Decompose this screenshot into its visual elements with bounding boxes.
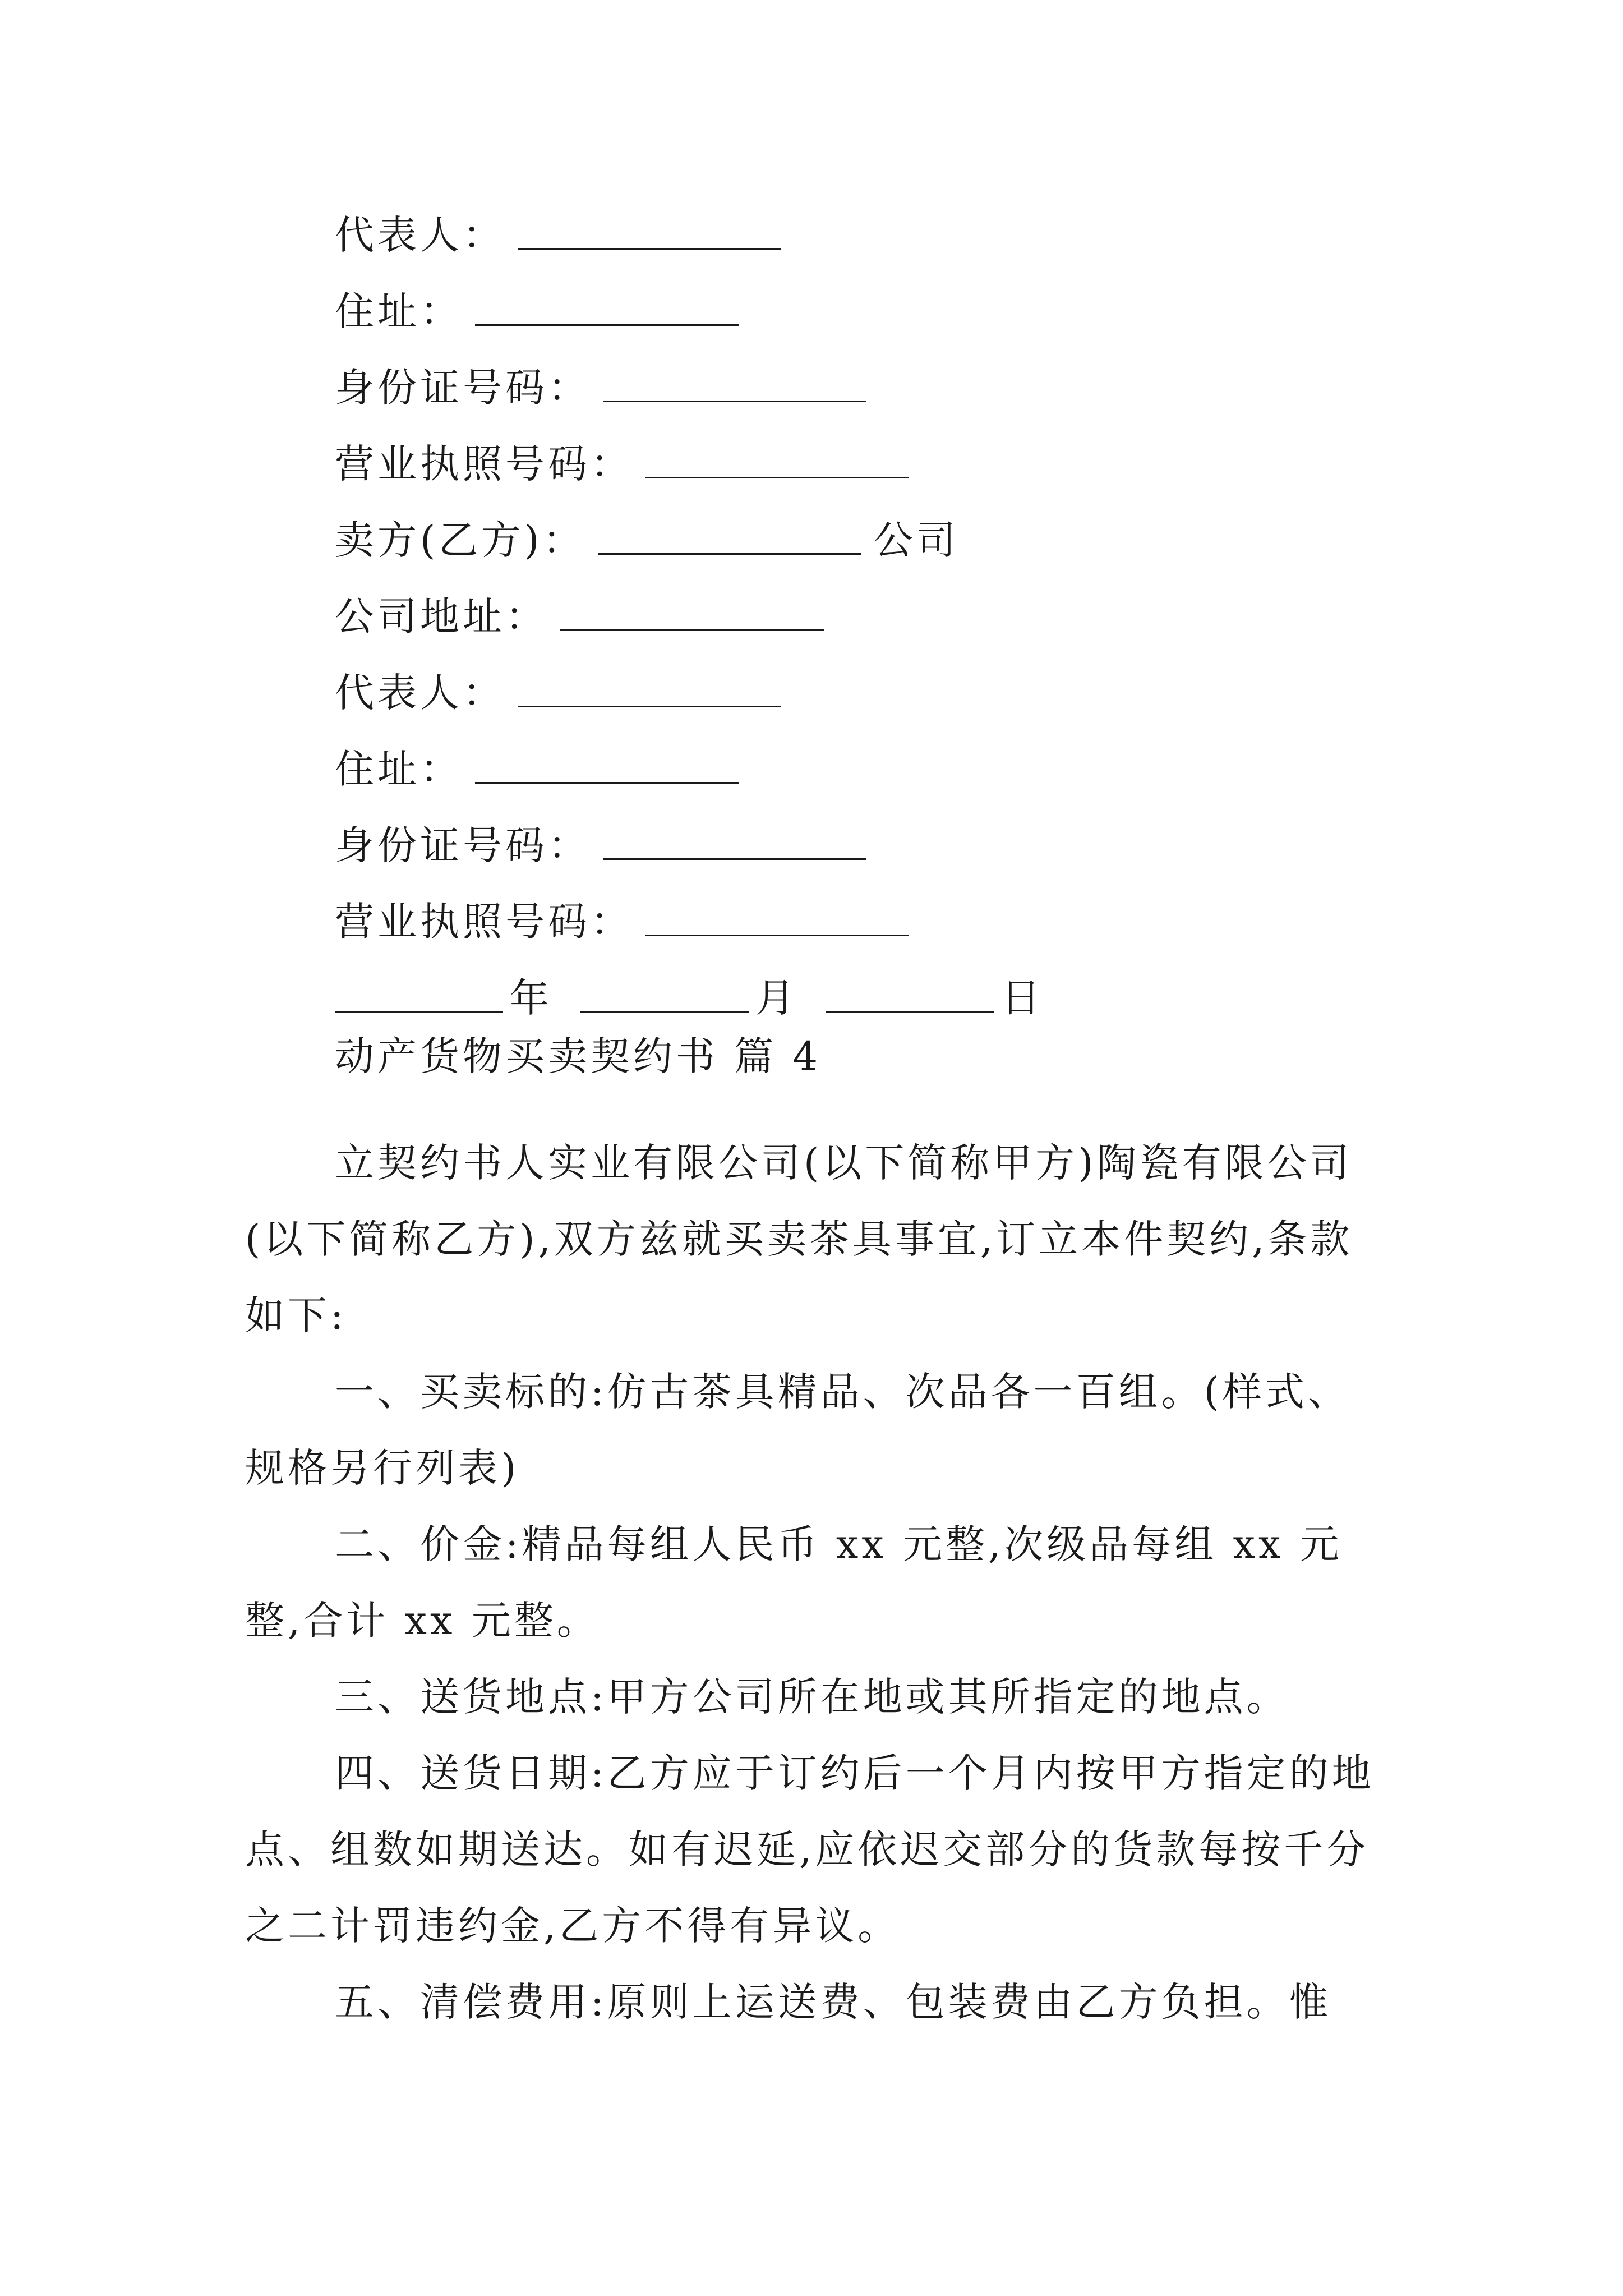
fill-in-blank: [603, 367, 866, 402]
intro-paragraph: 立契约书人实业有限公司(以下简称甲方)陶瓷有限公司(以下简称乙方),双方兹就买卖茶具事宜,订立本件契约,条款如下:: [245, 1140, 1353, 1338]
fill-in-blank: [518, 214, 781, 250]
year-label: 年: [510, 974, 552, 1021]
field-label: 住址：: [335, 288, 463, 334]
field-label: 身份证号码：: [335, 822, 591, 868]
fill-in-blank: [560, 596, 824, 631]
date-line: [335, 956, 1400, 1033]
seller-address-field: [335, 728, 1400, 804]
field-label: 身份证号码：: [335, 364, 591, 411]
field-label: 公司地址：: [335, 593, 548, 639]
clause-delivery-date: 四、送货日期:乙方应于订约后一个月内按甲方指定的地点、组数如期送达。如有迟延,应依迟交部分的货款每按千分之二计罚违约金,乙方不得有异议。: [245, 1750, 1375, 1949]
fill-in-blank: [518, 672, 781, 707]
party-info-fields: [335, 194, 1400, 1033]
seller-id-number-field: [335, 804, 1400, 880]
year-blank: [335, 977, 503, 1013]
field-label: 卖方(乙方)：: [335, 517, 585, 563]
field-suffix: 公司: [873, 517, 959, 563]
field-label: 营业执照号码：: [335, 440, 633, 487]
fill-in-blank: [475, 748, 739, 784]
fill-in-blank: [598, 519, 861, 555]
clause-delivery-location: 三、送货地点:甲方公司所在地或其所指定的地点。: [335, 1674, 1289, 1720]
field-label: 代表人：: [335, 211, 505, 258]
fill-in-blank: [603, 825, 866, 860]
day-label: 日: [1001, 974, 1044, 1021]
month-label: 月: [755, 974, 798, 1021]
clause-price: 二、价金:精品每组人民币 xx 元整,次级品每组 xx 元整,合计 xx 元整。: [245, 1521, 1343, 1644]
seller-company-field: [335, 499, 1400, 575]
seller-company-address-field: [335, 575, 1400, 651]
buyer-id-number-field: [335, 346, 1400, 422]
field-label: 代表人：: [335, 669, 505, 716]
clause-costs: 五、清偿费用:原则上运送费、包装费由乙方负担。惟: [335, 1979, 1332, 2025]
field-label: 营业执照号码：: [335, 898, 633, 945]
buyer-license-number-field: [335, 422, 1400, 499]
buyer-representative-field: [335, 194, 1400, 270]
month-blank: [580, 977, 749, 1013]
clause-subject-matter: 一、买卖标的:仿古茶具精品、次品各一百组。(样式、规格另行列表): [245, 1369, 1350, 1491]
section-heading: 动产货物买卖契约书 篇 4: [335, 1033, 822, 1079]
seller-license-number-field: [335, 880, 1400, 956]
contract-body: [245, 1125, 1389, 2040]
day-blank: [826, 977, 994, 1013]
seller-representative-field: [335, 651, 1400, 728]
fill-in-blank: [645, 901, 909, 936]
fill-in-blank: [645, 443, 909, 478]
fill-in-blank: [475, 291, 739, 326]
buyer-address-field: [335, 270, 1400, 346]
field-label: 住址：: [335, 746, 463, 792]
